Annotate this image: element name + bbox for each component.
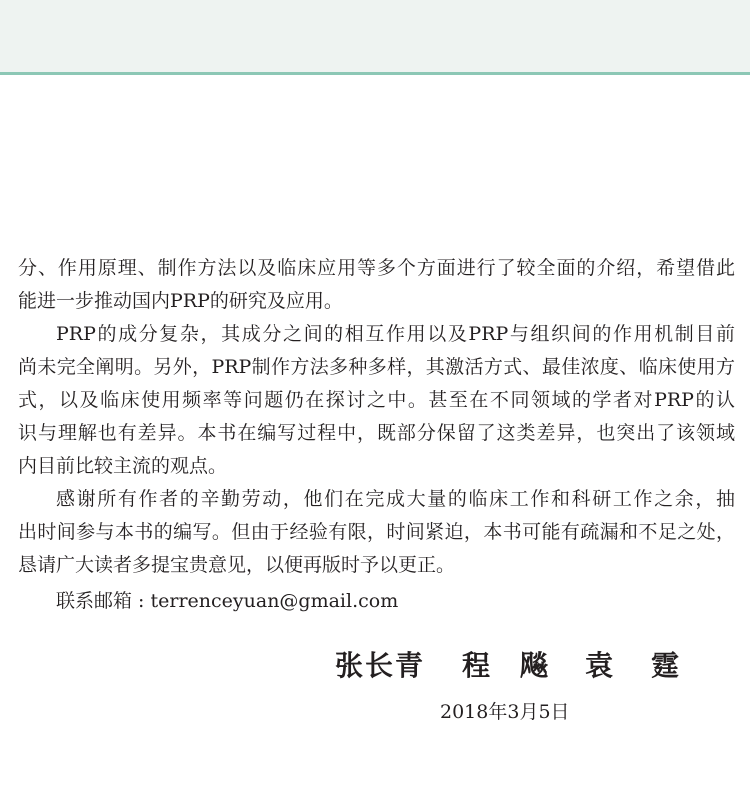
body-line: 内目前比较主流的观点。: [18, 455, 228, 477]
body-line: 分、作用原理、制作方法以及临床应用等多个方面进行了较全面的介绍，希望借此: [18, 257, 735, 279]
body-line: PRP的成分复杂，其成分之间的相互作用以及PRP与组织间的作用机制目前: [56, 323, 735, 345]
signature-name: 张长青: [335, 649, 426, 682]
paragraph: [18, 318, 735, 483]
contact-email: 联系邮箱 : terrenceyuan@gmail.com: [56, 590, 399, 612]
header-band: [0, 0, 750, 75]
body-line: 恳请广大读者多提宝贵意见，以便再版时予以更正。: [18, 554, 456, 576]
preface-body: [18, 252, 735, 618]
paragraph: [18, 483, 735, 582]
body-line: 式，以及临床使用频率等问题仍在探讨之中。甚至在不同领域的学者对PRP的认: [18, 389, 735, 411]
body-line: 出时间参与本书的编写。但由于经验有限，时间紧迫，本书可能有疏漏和不足之处，: [18, 521, 735, 543]
signature-date: 2018年3月5日: [440, 701, 570, 723]
signature-name: 袁霆: [585, 649, 718, 682]
signature-name: 程飚: [462, 649, 579, 682]
paragraph: [18, 585, 735, 618]
paragraph: [18, 252, 735, 318]
body-line: 识与理解也有差异。本书在编写过程中，既部分保留了这类差异，也突出了该领域: [18, 422, 735, 444]
body-line: 感谢所有作者的辛勤劳动，他们在完成大量的临床工作和科研工作之余，抽: [56, 488, 735, 510]
body-line: 能进一步推动国内PRP的研究及应用。: [18, 290, 343, 312]
body-line: 尚未完全阐明。另外，PRP制作方法多种多样，其激活方式、最佳浓度、临床使用方: [18, 356, 735, 378]
